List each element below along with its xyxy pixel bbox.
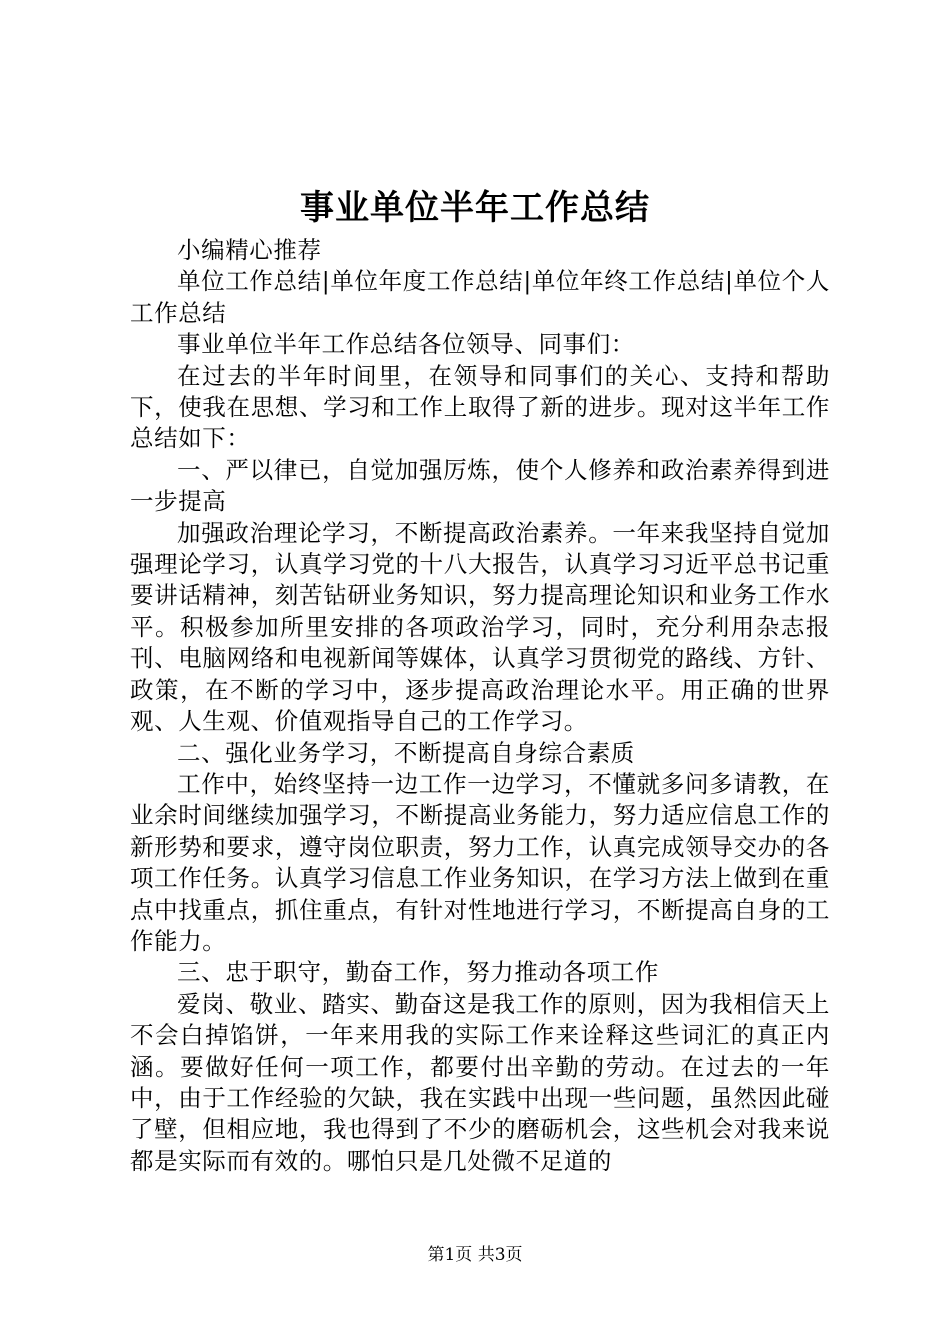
- document-body: [130, 235, 830, 1177]
- paragraph-section-3: 爱岗、敬业、踏实、勤奋这是我工作的原则，因为我相信天上不会白掉馅饼，一年来用我的实际工作来诠释这些词汇的真正内涵。要做好任何一项工作，都要付出辛勤的劳动。在过去的一年中，由于工作经验的欠缺，我在实践中出现一些问题，虽然因此碰了壁，但相应地，我也得到了不少的磨砺机会，这些机会对我来说都是实际而有效的。哪怕只是几处微不足道的: [130, 989, 830, 1175]
- paragraph-section-2: 工作中，始终坚持一边工作一边学习，不懂就多问多请教，在业余时间继续加强学习，不断提高业务能力，努力适应信息工作的新形势和要求，遵守岗位职责，努力工作，认真完成领导交办的各项工作任务。认真学习信息工作业务知识，在学习方法上做到在重点中找重点，抓住重点，有针对性地进行学习，不断提高自身的工作能力。: [130, 769, 830, 955]
- page-number-footer: 第1页 共3页: [427, 1245, 523, 1265]
- section-heading-2: 二、强化业务学习，不断提高自身综合素质: [177, 738, 635, 767]
- paragraph-related-links: 单位工作总结|单位年度工作总结|单位年终工作总结|单位个人工作总结: [130, 267, 830, 327]
- paragraph-section-1: 加强政治理论学习，不断提高政治素养。一年来我坚持自觉加强理论学习，认真学习党的十八大报告，认真学习习近平总书记重要讲话精神，刻苦钻研业务知识，努力提高理论知识和业务工作水平。积极参加所里安排的各项政治学习，同时，充分利用杂志报刊、电脑网络和电视新闻等媒体，认真学习贯彻党的路线、方针、政策，在不断的学习中，逐步提高政治理论水平。用正确的世界观、人生观、价值观指导自己的工作学习。: [130, 518, 830, 736]
- document-title: 事业单位半年工作总结: [300, 188, 650, 228]
- paragraph-recommend: 小编精心推荐: [177, 236, 322, 264]
- section-heading-3: 三、忠于职守，勤奋工作，努力推动各项工作: [177, 958, 659, 987]
- paragraph-greeting: 事业单位半年工作总结各位领导、同事们：: [177, 330, 635, 359]
- section-heading-1: 一、严以律已，自觉加强厉炼，使个人修养和政治素养得到进一步提高: [130, 455, 830, 516]
- paragraph-intro: 在过去的半年时间里，在领导和同事们的关心、支持和帮助下，使我在思想、学习和工作上取得了新的进步。现对这半年工作总结如下：: [130, 361, 830, 453]
